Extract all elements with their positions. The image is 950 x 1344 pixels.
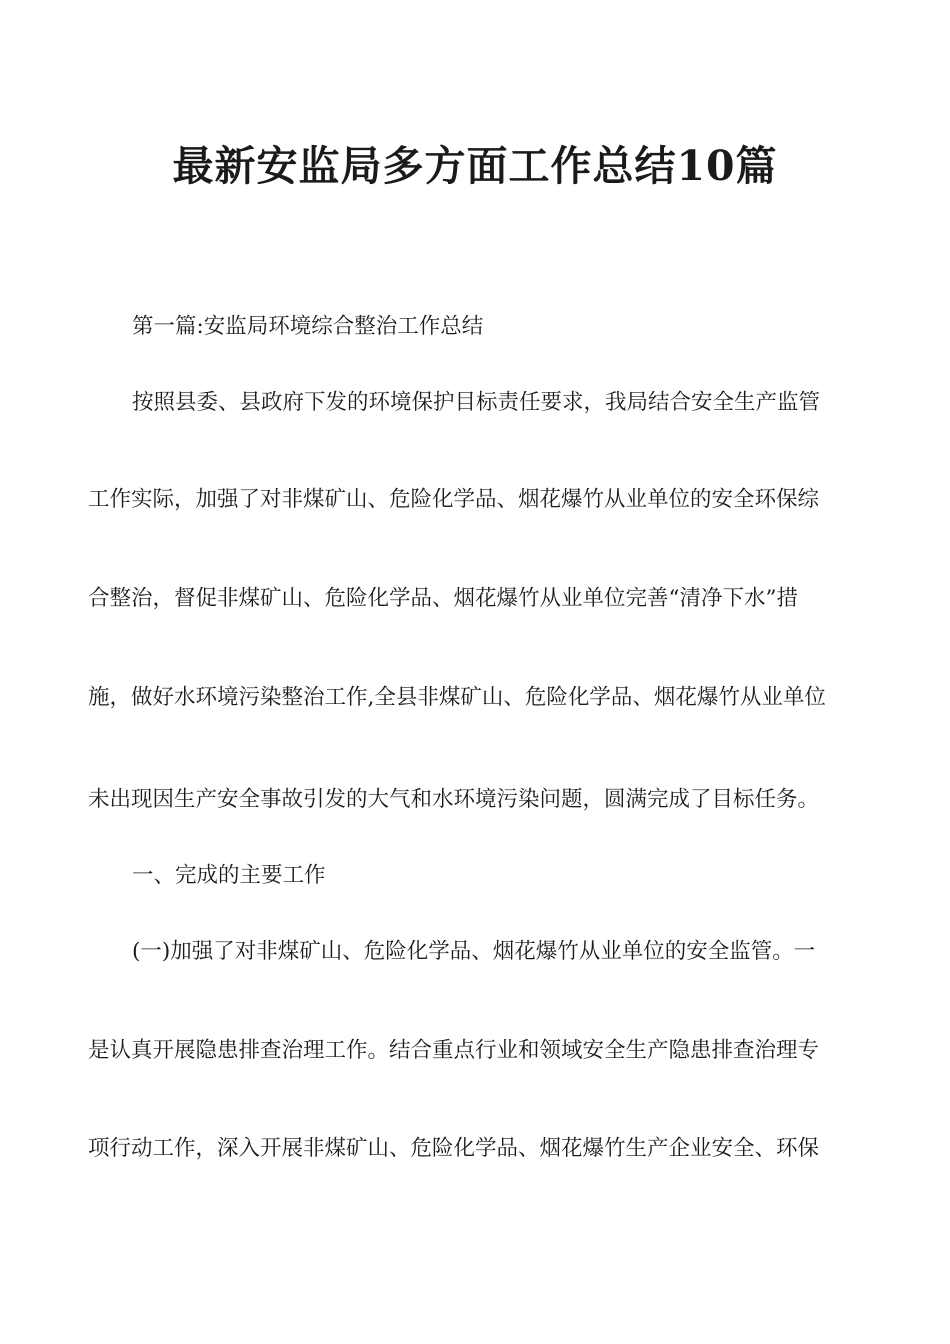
body-line: 施，做好水环境污染整治工作,全县非煤矿山、危险化学品、烟花爆竹从业单位 [88,685,826,710]
body-line: 未出现因生产安全事故引发的大气和水环境污染问题，圆满完成了目标任务。 [88,787,820,812]
body-line: (一)加强了对非煤矿山、危险化学品、烟花爆竹从业单位的安全监管。一 [132,939,816,964]
body-line: 是认真开展隐患排查治理工作。结合重点行业和领域安全生产隐患排查治理专 [88,1038,820,1063]
body-line: 合整治，督促非煤矿山、危险化学品、烟花爆竹从业单位完善“清净下水”措 [88,586,798,611]
body-line: 工作实际，加强了对非煤矿山、危险化学品、烟花爆竹从业单位的安全环保综 [88,487,820,512]
section-heading-main-work: 一、完成的主要工作 [132,863,326,888]
body-line: 项行动工作，深入开展非煤矿山、危险化学品、烟花爆竹生产企业安全、环保 [88,1136,820,1161]
body-line: 按照县委、县政府下发的环境保护目标责任要求，我局结合安全生产监管 [132,390,821,415]
section-heading-part1: 第一篇:安监局环境综合整治工作总结 [132,314,484,339]
document-title: 最新安监局多方面工作总结10篇 [172,142,778,190]
